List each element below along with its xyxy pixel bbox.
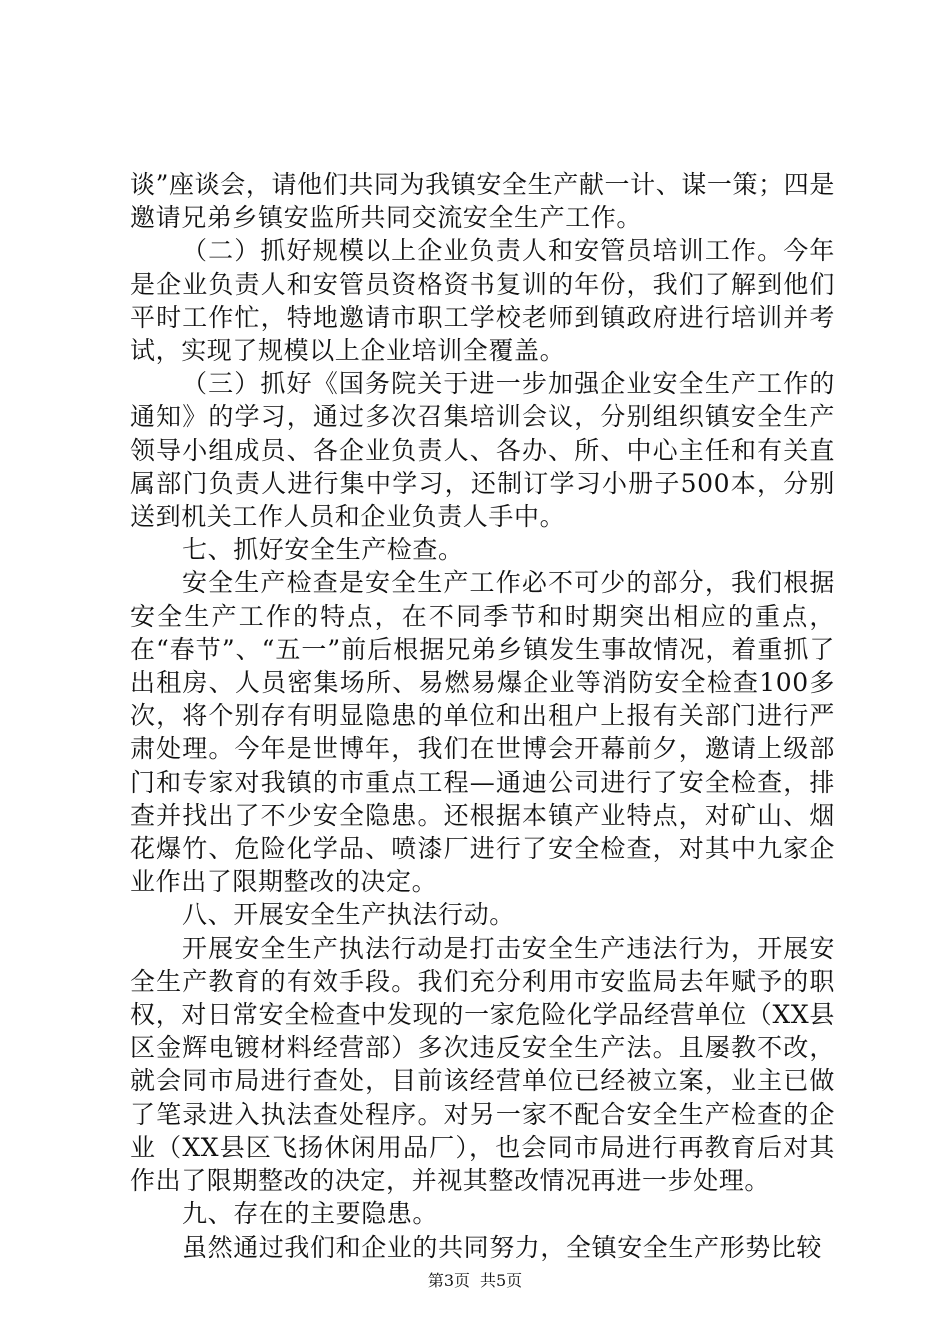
page-footer <box>0 1271 950 1291</box>
paragraph: 谈”座谈会，请他们共同为我镇安全生产献一计、谋一策；四是邀请兄弟乡镇安监所共同交流安全生产工作。 <box>130 170 835 233</box>
paragraph: 八、开展安全生产执法行动。 <box>182 900 515 930</box>
paragraph: 安全生产检查是安全生产工作必不可少的部分，我们根据安全生产工作的特点，在不同季节和时期突出相应的重点，在“春节”、“五一”前后根据兄弟乡镇发生事故情况，着重抓了出租房、人员密集场所、易燃易爆企业等消防安全检查100多次，将个别存有明显隐患的单位和出租户上报有关部门进行严肃处理。今年是世博年，我们在世博会开幕前夕，邀请上级部门和专家对我镇的市重点工程—通迪公司进行了安全检查，排查并找出了不少安全隐患。还根据本镇产业特点，对矿山、烟花爆竹、危险化学品、喷漆厂进行了安全检查，对其中九家企业作出了限期整改的决定。 <box>130 568 835 897</box>
paragraph: 七、抓好安全生产检查。 <box>182 535 464 565</box>
document-body <box>130 168 835 1264</box>
page-total: 共5页 <box>480 1271 523 1290</box>
page-number: 第3页 <box>427 1271 470 1290</box>
paragraph: 九、存在的主要隐患。 <box>182 1199 439 1229</box>
paragraph: （二）抓好规模以上企业负责人和安管员培训工作。今年是企业负责人和安管员资格资书复训的年份，我们了解到他们平时工作忙，特地邀请市职工学校老师到镇政府进行培训并考试，实现了规模以上企业培训全覆盖。 <box>130 236 835 366</box>
paragraph: 开展安全生产执法行动是打击安全生产违法行为，开展安全生产教育的有效手段。我们充分利用市安监局去年赋予的职权，对日常安全检查中发现的一家危险化学品经营单位（XX县区金辉电镀材料经营部）多次违反安全生产法。且屡教不改，就会同市局进行查处，目前该经营单位已经被立案，业主已做了笔录进入执法查处程序。对另一家不配合安全生产检查的企业（XX县区飞扬休闲用品厂），也会同市局进行再教育后对其作出了限期整改的决定，并视其整改情况再进一步处理。 <box>130 933 835 1196</box>
paragraph: 虽然通过我们和企业的共同努力，全镇安全生产形势比较 <box>182 1232 823 1262</box>
paragraph: （三）抓好《国务院关于进一步加强企业安全生产工作的通知》的学习，通过多次召集培训会议，分别组织镇安全生产领导小组成员、各企业负责人、各办、所、中心主任和有关直属部门负责人进行集中学习，还制订学习小册子500本，分别送到机关工作人员和企业负责人手中。 <box>130 369 835 532</box>
